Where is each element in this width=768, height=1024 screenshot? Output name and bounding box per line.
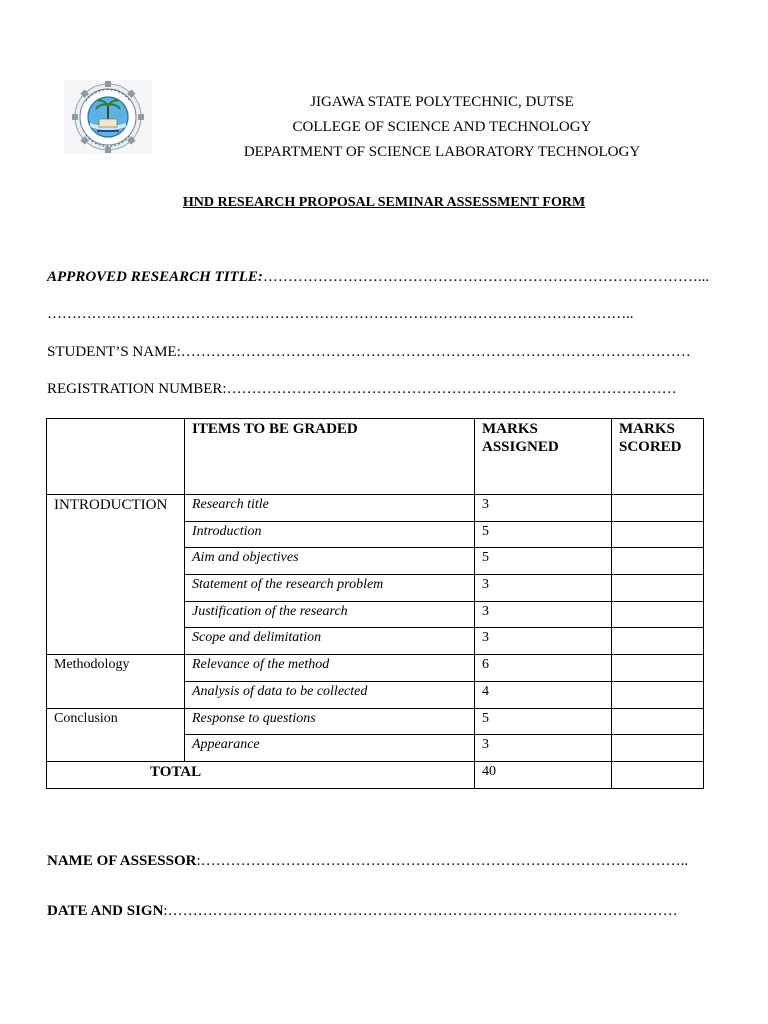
header-marks-assigned-line2: ASSIGNED (482, 439, 559, 455)
marks-scored-cell[interactable] (612, 548, 704, 575)
header-marks-assigned-line1: MARKS (482, 421, 538, 437)
section-methodology: Methodology (47, 655, 185, 708)
item-cell: Aim and objectives (185, 548, 475, 575)
date-sign-field[interactable] (47, 903, 678, 920)
student-name-dots: ………………………………………………………………………………………… (180, 344, 691, 360)
header-marks-assigned (475, 419, 612, 495)
marks-assigned-cell: 3 (475, 575, 612, 602)
marks-scored-cell[interactable] (612, 575, 704, 602)
assessor-name-dots: :…………………………………………………………………………………….. (196, 853, 689, 869)
marks-assigned-cell: 5 (475, 548, 612, 575)
item-cell: Analysis of data to be collected (185, 681, 475, 708)
marks-assigned-cell: 3 (475, 628, 612, 655)
table-row (47, 655, 704, 682)
college-name: COLLEGE OF SCIENCE AND TECHNOLOGY (292, 119, 592, 135)
table-row (47, 495, 704, 522)
total-marks-assigned: 40 (475, 761, 612, 788)
table-row (47, 708, 704, 735)
research-title-label: APPROVED RESEARCH TITLE: (47, 269, 263, 285)
item-cell: Relevance of the method (185, 655, 475, 682)
institution-name: JIGAWA STATE POLYTECHNIC, DUTSE (310, 94, 574, 110)
header-marks-scored-line2: SCORED (619, 439, 682, 455)
marks-assigned-cell: 4 (475, 681, 612, 708)
total-marks-scored[interactable] (612, 761, 704, 788)
department-name: DEPARTMENT OF SCIENCE LABORATORY TECHNOLOGY (243, 144, 641, 160)
assessor-name-label: NAME OF ASSESSOR (47, 853, 197, 869)
item-cell: Justification of the research (185, 601, 475, 628)
section-introduction: INTRODUCTION (47, 495, 185, 655)
marks-scored-cell[interactable] (612, 655, 704, 682)
total-row (47, 761, 704, 788)
marks-scored-cell[interactable] (612, 521, 704, 548)
header-marks-scored (612, 419, 704, 495)
item-cell: Statement of the research problem (185, 575, 475, 602)
marks-assigned-cell: 5 (475, 708, 612, 735)
student-name-field[interactable] (47, 344, 691, 361)
header-blank-cell (47, 419, 185, 495)
item-cell: Introduction (185, 521, 475, 548)
research-title-continuation[interactable]: ……………………………………………………………………………………………………….. (47, 306, 634, 322)
table-header-row (47, 419, 704, 495)
research-title-field[interactable] (47, 269, 709, 286)
header-items: ITEMS TO BE GRADED (185, 419, 475, 495)
marks-scored-cell[interactable] (612, 495, 704, 522)
marks-assigned-cell: 5 (475, 521, 612, 548)
marks-scored-cell[interactable] (612, 708, 704, 735)
registration-number-field[interactable] (47, 381, 677, 398)
registration-number-label: REGISTRATION NUMBER: (47, 381, 227, 397)
item-cell: Scope and delimitation (185, 628, 475, 655)
marks-scored-cell[interactable] (612, 735, 704, 762)
date-sign-label: DATE AND SIGN (47, 903, 164, 919)
marks-assigned-cell: 3 (475, 601, 612, 628)
assessment-table (46, 418, 704, 789)
header-marks-scored-line1: MARKS (619, 421, 675, 437)
research-title-dots: ……………………………………………………………………………... (262, 269, 710, 285)
item-cell: Appearance (185, 735, 475, 762)
marks-assigned-cell: 6 (475, 655, 612, 682)
marks-assigned-cell: 3 (475, 495, 612, 522)
marks-scored-cell[interactable] (612, 681, 704, 708)
item-cell: Research title (185, 495, 475, 522)
marks-assigned-cell: 3 (475, 735, 612, 762)
assessor-name-field[interactable] (47, 853, 688, 870)
section-conclusion: Conclusion (47, 708, 185, 761)
marks-scored-cell[interactable] (612, 628, 704, 655)
item-cell: Response to questions (185, 708, 475, 735)
student-name-label: STUDENT’S NAME: (47, 344, 181, 360)
registration-number-dots: ……………………………………………………………………………… (226, 381, 677, 397)
total-label: TOTAL (47, 761, 475, 788)
marks-scored-cell[interactable] (612, 601, 704, 628)
form-title: HND RESEARCH PROPOSAL SEMINAR ASSESSMENT FORM (182, 195, 586, 210)
polytechnic-logo (64, 80, 152, 154)
date-sign-dots: :………………………………………………………………………………………… (163, 903, 678, 919)
